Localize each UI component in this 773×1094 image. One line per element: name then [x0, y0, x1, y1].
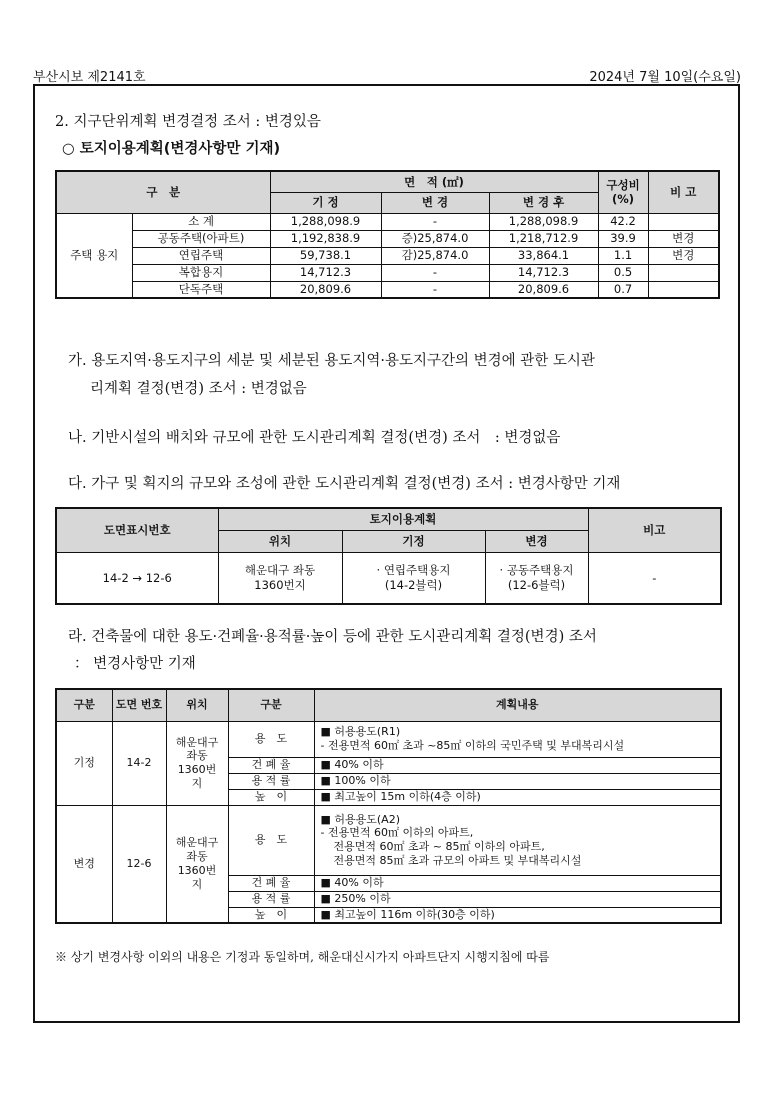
changed-location: 해운대구 좌동 1360번지 [166, 805, 228, 923]
row-note [648, 281, 719, 298]
header-location: 위치 [218, 530, 342, 552]
existing-use-line1: ■ 허용용도(R1) [320, 725, 401, 739]
cell-drawing-no: 14-2 → 12-6 [56, 552, 218, 604]
row-existing: 59,738.1 [270, 247, 381, 264]
changed-coverage: ■ 40% 이하 [314, 875, 721, 891]
header-land-use: 토지이용계획 [218, 508, 588, 530]
row-after: 20,809.6 [489, 281, 598, 298]
row-change: - [381, 264, 489, 281]
header-after: 변 경 후 [489, 192, 598, 213]
header-existing: 기정 [342, 530, 485, 552]
changed-drawing-no: 12-6 [112, 805, 166, 923]
table-row [56, 552, 721, 604]
existing-use-label: 용 도 [228, 721, 314, 757]
changed-use-line3: 전용면적 60㎡ 초과 ~ 85㎡ 이하의 아파트, [333, 840, 545, 853]
table-row [56, 264, 719, 281]
existing-coverage-label: 건 폐 율 [228, 757, 314, 773]
row-after: 14,712.3 [489, 264, 598, 281]
table-row [56, 213, 719, 230]
header-division: 구 분 [56, 171, 270, 213]
row-note [648, 264, 719, 281]
row-change: 감)25,874.0 [381, 247, 489, 264]
gazette-title: 부산시보 제2141호 [33, 70, 146, 85]
table-row [56, 281, 719, 298]
changed-use-line2: - 전용면적 60㎡ 이하의 아파트, [320, 826, 474, 840]
building-plan-table [55, 688, 722, 924]
existing-height: ■ 최고높이 15m 이하(4층 이하) [314, 789, 721, 805]
row-name: 연립주택 [132, 247, 270, 264]
changed-use-label: 용 도 [228, 805, 314, 875]
existing-use-line2: - 전용면적 60㎡ 초과 ~85㎡ 이하의 국민주택 및 부대복리시설 [320, 739, 625, 752]
item-da: 다. 가구 및 획지의 규모와 조성에 관한 도시관리계획 결정(변경) 조서 : 변경사항만 기재 [68, 476, 621, 492]
row-existing: 1,288,098.9 [270, 213, 381, 230]
block-plan-table [55, 507, 722, 605]
item-ra-line1: 라. 건축물에 대한 용도·건폐율·용적률·높이 등에 관한 도시관리계획 결정(변경) 조서 [68, 629, 597, 645]
row-ratio: 0.5 [598, 264, 648, 281]
row-existing: 14,712.3 [270, 264, 381, 281]
header-note: 비 고 [648, 171, 719, 213]
row-ratio: 0.7 [598, 281, 648, 298]
row-note: 변경 [648, 247, 719, 264]
item-ga-line2: 리계획 결정(변경) 조서 : 변경없음 [90, 381, 307, 397]
item-ra-line2: ： 변경사항만 기재 [74, 656, 196, 672]
header-content: 계획내용 [314, 689, 721, 721]
row-note: 변경 [648, 230, 719, 247]
row-change: - [381, 281, 489, 298]
header-change: 변경 [485, 530, 588, 552]
existing-use [314, 721, 721, 757]
row-existing: 1,192,838.9 [270, 230, 381, 247]
changed-use-line4: 전용면적 85㎡ 초과 규모의 아파트 및 부대복리시설 [333, 853, 582, 867]
header-category: 구분 [228, 689, 314, 721]
issue-date: 2024년 7월 10일(수요일) [589, 70, 741, 85]
row-name: 복합용지 [132, 264, 270, 281]
changed-height-label: 높 이 [228, 907, 314, 923]
row-ratio: 1.1 [598, 247, 648, 264]
row-name: 공동주택(아파트) [132, 230, 270, 247]
group-label: 주택 용지 [56, 213, 132, 298]
existing-location: 해운대구 좌동 1360번지 [166, 721, 228, 805]
row-note [648, 213, 719, 230]
header-note: 비고 [588, 508, 721, 552]
row-after: 33,864.1 [489, 247, 598, 264]
table-row [56, 230, 719, 247]
table-row [56, 721, 721, 757]
row-change: - [381, 213, 489, 230]
header-location: 위치 [166, 689, 228, 721]
changed-use-line1: ■ 허용용도(A2) [320, 812, 400, 826]
section-subtitle: ○ 토지이용계획(변경사항만 기재) [62, 141, 281, 157]
header-drawing-no: 도면 번호 [112, 689, 166, 721]
item-ga-line1: 가. 용도지역·용도지구의 세분 및 세분된 용도지역·용도지구간의 변경에 관한 도시관 [68, 353, 595, 369]
row-after: 1,288,098.9 [489, 213, 598, 230]
land-use-table [55, 170, 720, 299]
footnote: ※ 상기 변경사항 이외의 내용은 기정과 동일하며, 해운대신시가지 아파트단지 시행지침에 따름 [55, 950, 550, 964]
existing-far-label: 용 적 률 [228, 773, 314, 789]
cell-existing: · 연립주택용지 (14-2블럭) [342, 552, 485, 604]
row-ratio: 42.2 [598, 213, 648, 230]
table-row [56, 805, 721, 875]
cell-change: · 공동주택용지 (12-6블럭) [485, 552, 588, 604]
row-change: 증)25,874.0 [381, 230, 489, 247]
cell-location: 해운대구 좌동 1360번지 [218, 552, 342, 604]
header-change: 변 경 [381, 192, 489, 213]
changed-far-label: 용 적 률 [228, 891, 314, 907]
header-division: 구분 [56, 689, 112, 721]
item-na: 나. 기반시설의 배치와 규모에 관한 도시관리계획 결정(변경) 조서 : 변경없음 [68, 430, 561, 446]
changed-height: ■ 최고높이 116m 이하(30층 이하) [314, 907, 721, 923]
changed-coverage-label: 건 폐 율 [228, 875, 314, 891]
cell-note: - [588, 552, 721, 604]
table-row [56, 247, 719, 264]
row-ratio: 39.9 [598, 230, 648, 247]
header-drawing-no: 도면표시번호 [56, 508, 218, 552]
row-after: 1,218,712.9 [489, 230, 598, 247]
existing-label: 기정 [56, 721, 112, 805]
header-ratio: 구성비 (%) [598, 171, 648, 213]
header-existing: 기 정 [270, 192, 381, 213]
changed-use [314, 805, 721, 875]
header-area: 면 적 (㎡) [270, 171, 598, 192]
changed-label: 변경 [56, 805, 112, 923]
existing-far: ■ 100% 이하 [314, 773, 721, 789]
section-title: 2. 지구단위계획 변경결정 조서 : 변경있음 [55, 114, 321, 130]
existing-coverage: ■ 40% 이하 [314, 757, 721, 773]
existing-drawing-no: 14-2 [112, 721, 166, 805]
row-name: 소 계 [132, 213, 270, 230]
row-existing: 20,809.6 [270, 281, 381, 298]
changed-far: ■ 250% 이하 [314, 891, 721, 907]
existing-height-label: 높 이 [228, 789, 314, 805]
row-name: 단독주택 [132, 281, 270, 298]
